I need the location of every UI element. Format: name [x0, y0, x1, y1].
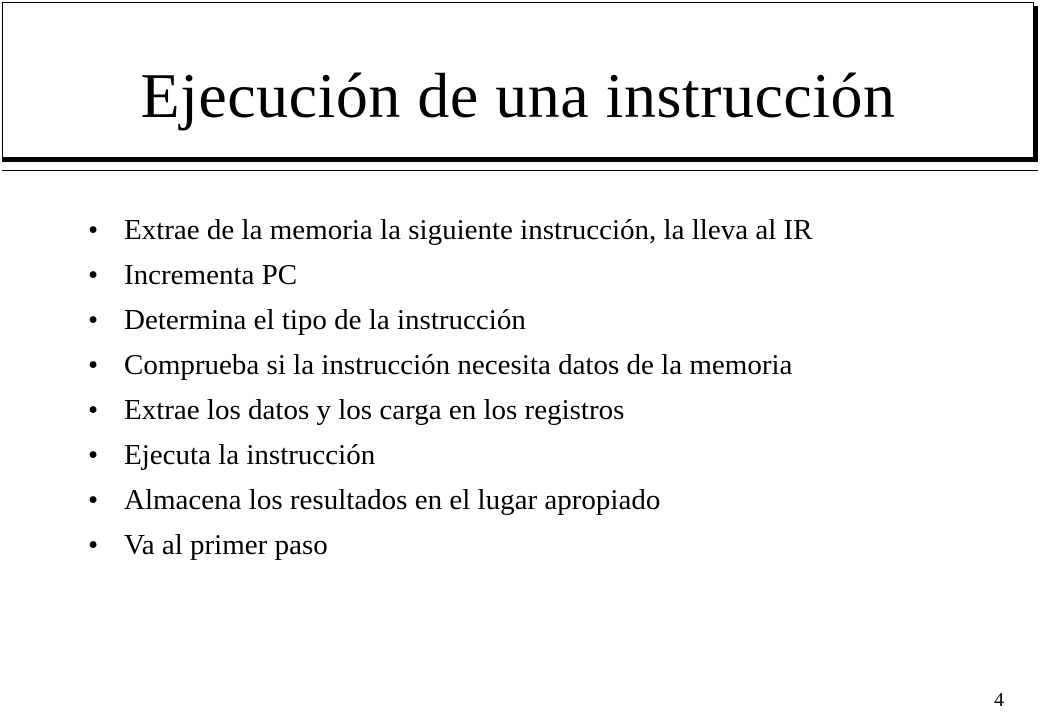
bullet-icon: • — [88, 304, 99, 336]
bullet-list — [88, 213, 968, 573]
bullet-text: Incrementa PC — [124, 259, 298, 291]
bullet-icon: • — [88, 349, 99, 381]
bullet-text: Ejecuta la instrucción — [124, 439, 376, 471]
bullet-item — [88, 258, 968, 292]
bullet-item — [88, 348, 968, 382]
bullet-item — [88, 213, 944, 247]
bullet-item — [88, 528, 968, 562]
bullet-item — [88, 303, 968, 337]
title-box-shadow-bottom — [2, 158, 1038, 162]
title-divider — [2, 170, 1038, 171]
bullet-text: Almacena los resultados en el lugar apropiado — [124, 484, 661, 516]
bullet-text: Va al primer paso — [124, 529, 328, 561]
bullet-text: Determina el tipo de la instrucción — [124, 304, 526, 336]
bullet-icon: • — [88, 439, 99, 471]
bullet-item — [88, 393, 968, 427]
bullet-item — [88, 438, 968, 472]
bullet-icon: • — [88, 529, 99, 561]
page-number: 4 — [994, 689, 1004, 711]
bullet-icon: • — [88, 259, 99, 291]
bullet-text: Extrae los datos y los carga en los registros — [124, 394, 625, 426]
slide-title: Ejecución de una instrucción — [140, 60, 896, 131]
bullet-text: Comprueba si la instrucción necesita datos de la memoria — [124, 349, 793, 381]
bullet-icon: • — [88, 394, 99, 426]
bullet-item — [88, 483, 968, 517]
bullet-text: Extrae de la memoria la siguiente instrucción, la lleva al IR — [124, 214, 813, 246]
bullet-icon: • — [88, 484, 99, 516]
bullet-icon: • — [88, 214, 99, 246]
